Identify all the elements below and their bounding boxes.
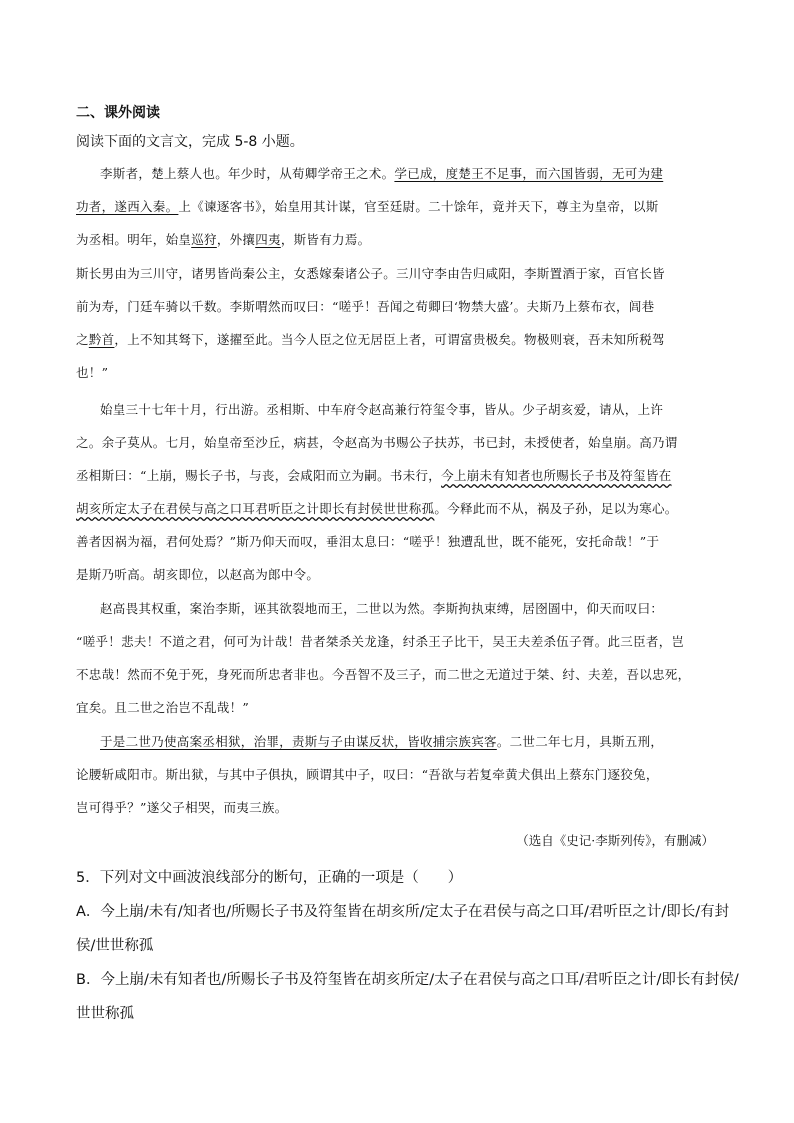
source-citation: （选自《史记·李斯列传》，有删减） (516, 833, 714, 848)
passage-text: 。今释此而不从，祸及子孙，足以为寒心。 (434, 501, 678, 516)
passage-line: 斯长男由为三川守，诸男皆尚秦公主，女悉嫁秦诸公子。三川守李由告归咸阳，李斯置酒于家，百官长皆 (76, 266, 665, 281)
passage-line: 善者因祸为福，君何处焉？”斯乃仰天而叹，垂泪太息曰：“嗟乎！独遭乱世，既不能死，安托命哉！”于 (76, 534, 660, 549)
underlined-text: 学已成，度楚王不足事，而六国皆弱，无可为建 (394, 166, 664, 181)
passage-line: 岂可得乎？”遂父子相哭，而夷三族。 (76, 800, 288, 815)
passage-text: 丞相斯曰：“上崩，赐长子书，与丧，会咸阳而立为嗣。书未行， (76, 468, 442, 483)
passage-text: 上《谏逐客书》，始皇用其计谋，官至廷尉。二十馀年，竟并天下，尊主为皇帝，以斯 (178, 199, 659, 214)
passage-line: 始皇三十七年十月，行出游。丞相斯、中车府令赵高兼行符玺令事，皆从。少子胡亥爱，请从，上许 (100, 402, 664, 417)
passage-text: 为丞相。明年，始皇 (76, 232, 192, 247)
section-title: 二、课外阅读 (76, 105, 160, 121)
option-b: B．今上崩/未有知者也/所赐长子书及符玺皆在胡亥所定/太子在君侯与高之口耳/君听臣之计/即长有封侯/ (76, 972, 739, 988)
passage-line (76, 330, 665, 348)
passage-line (100, 732, 663, 750)
passage-line (76, 197, 659, 215)
passage-line: “嗟乎！悲夫！不道之君，何可为计哉！昔者桀杀关龙逢，纣杀王子比干，吴王夫差杀伍子胥。此三臣者，岂 (76, 634, 685, 649)
underlined-text: 巡狩 (191, 232, 217, 247)
passage-line: 论腰斩咸阳市。斯出狱，与其中子俱执，顾谓其中子，叹曰：“吾欲与若复牵黄犬俱出上蔡东门逐狡兔， (76, 767, 659, 782)
option-a-continued: 侯/世世称孤 (76, 938, 154, 954)
underlined-text: 功者，遂西入秦。 (76, 199, 179, 214)
passage-line: 不忠哉！然而不免于死，身死而所忠者非也。今吾智不及三子，而二世之无道过于桀、纣、夫差，吾以忠死， (76, 667, 691, 682)
passage-line: 是斯乃听高。胡亥即位，以赵高为郎中令。 (76, 567, 320, 582)
passage-text: 之 (76, 332, 89, 347)
passage-line (100, 164, 663, 182)
passage-line: 宜矣。且二世之治岂不乱哉！” (76, 700, 250, 715)
passage-text: 李斯者，楚上蔡人也。年少时，从荀卿学帝王之术。 (100, 166, 395, 181)
passage-line (76, 466, 672, 484)
passage-line (76, 230, 370, 248)
underlined-text: 黔首 (88, 332, 115, 347)
passage-line: 前为寿，门廷车骑以千数。李斯喟然而叹曰：“嗟乎！吾闻之荀卿曰‘物禁大盛’。夫斯乃上蔡布衣，闾巷 (76, 299, 655, 314)
passage-line: 之。余子莫从。七月，始皇帝至沙丘，病甚，令赵高为书赐公子扶苏，书已封，未授使者，始皇崩。高乃谓 (76, 435, 678, 450)
underlined-text: 四夷 (255, 232, 281, 247)
underlined-text: 于是二世乃使高案丞相狱，治罪，责斯与子由谋反状，皆收捕宗族宾客 (100, 734, 497, 749)
passage-text: ，外攘 (216, 232, 256, 247)
option-b-continued: 世世称孤 (76, 1006, 134, 1022)
wavy-underlined-text: 胡亥所定太子在君侯与高之口耳君听臣之计即长有封侯世世称孤 (76, 501, 435, 516)
instruction-text: 阅读下面的文言文，完成 5-8 小题。 (76, 134, 304, 150)
passage-line: 赵高畏其权重，案治李斯，诬其欲裂地而王，二世以为然。李斯拘执束缚，居囹圄中，仰天而叹曰： (100, 601, 664, 616)
wavy-underlined-text: 今上崩未有知者也所赐长子书及符玺皆在 (441, 468, 672, 483)
passage-text: ，斯皆有力焉。 (280, 232, 371, 247)
option-a: A．今上崩/未有/知者也/所赐长子书及符玺皆在胡亥所/定太子在君侯与高之口耳/君听臣之计/即长/有封 (76, 904, 730, 920)
passage-text: ，上不知其驽下，遂擢至此。当今人臣之位无居臣上者，可谓富贵极矣。物极则衰，吾未知所税驾 (114, 332, 665, 347)
passage-line: 也！” (76, 365, 109, 380)
question-stem: 5．下列对文中画波浪线部分的断句，正确的一项是（ ） (76, 870, 463, 886)
passage-text: 。二世二年七月，具斯五刑， (496, 734, 664, 749)
passage-line (76, 499, 678, 517)
